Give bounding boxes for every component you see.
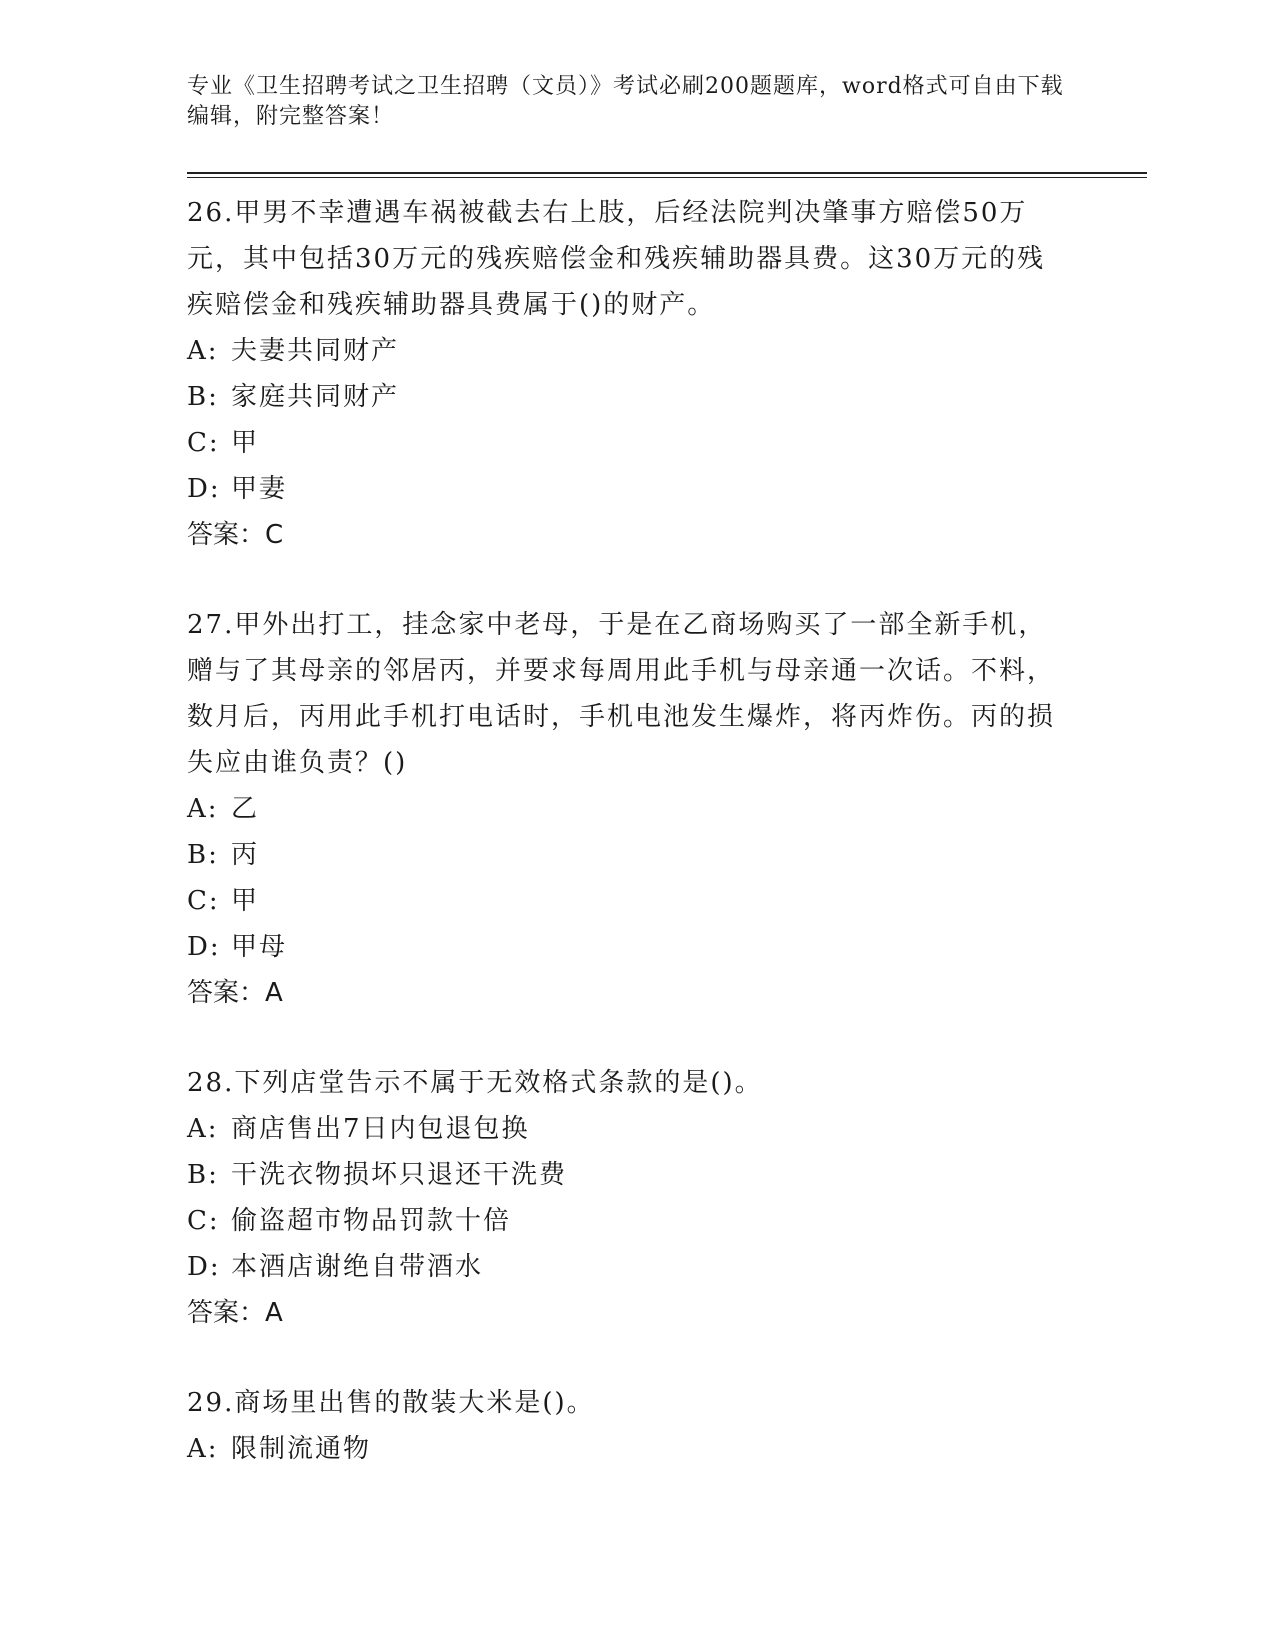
option-text: 夫妻共同财产 [231,336,400,366]
question-stem: 26.甲男不幸遭遇车祸被截去右上肢，后经法院判决肇事方赔偿50万元，其中包括30万元的残疾赔偿金和残疾辅助器具费。这30万元的残疾赔偿金和残疾辅助器具费属于()的财产。 [187,198,1046,320]
option-label: B: [187,382,219,412]
option-text: 甲妻 [231,474,288,504]
option-a [187,786,1147,832]
option-c [187,1198,1147,1244]
answer-line: 答案：A [187,978,283,1008]
option-text: 甲 [231,428,260,458]
option-text: 商店售出7日内包退包换 [231,1114,530,1144]
option-label: D: [187,1252,221,1282]
option-b [187,1152,1147,1198]
question-stem: 29.商场里出售的散装大米是()。 [187,1388,595,1418]
option-d [187,1244,1147,1290]
option-text: 乙 [231,794,260,824]
option-label: D: [187,474,221,504]
option-label: B: [187,840,219,870]
option-label: A: [187,336,219,366]
option-label: A: [187,794,219,824]
option-d [187,924,1147,970]
question-stem: 27.甲外出打工，挂念家中老母，于是在乙商场购买了一部全新手机，赠与了其母亲的邻居丙，并要求每周用此手机与母亲通一次话。不料，数月后，丙用此手机打电话时，手机电池发生爆炸，将丙炸伤。丙的损失应由谁负责？() [187,610,1056,778]
option-text: 本酒店谢绝自带酒水 [231,1252,484,1282]
option-a [187,1426,1147,1472]
option-label: C: [187,1206,220,1236]
option-text: 丙 [231,840,260,870]
option-d [187,466,1147,512]
option-label: C: [187,428,220,458]
option-text: 干洗衣物损坏只退还干洗费 [231,1160,568,1190]
option-label: D: [187,932,221,962]
question-block [187,190,1147,558]
question-block [187,602,1147,1016]
question-block [187,1380,1147,1472]
header-divider [187,172,1147,178]
option-text: 甲 [231,886,260,916]
option-text: 限制流通物 [231,1434,372,1464]
option-text: 家庭共同财产 [231,382,400,412]
option-text: 偷盗超市物品罚款十倍 [231,1206,512,1236]
option-a [187,328,1147,374]
option-label: B: [187,1160,219,1190]
option-label: A: [187,1114,219,1144]
option-a [187,1106,1147,1152]
option-b [187,832,1147,878]
option-c [187,420,1147,466]
question-stem: 28.下列店堂告示不属于无效格式条款的是()。 [187,1068,763,1098]
option-c [187,878,1147,924]
option-label: C: [187,886,220,916]
option-label: A: [187,1434,219,1464]
question-block [187,1060,1147,1336]
option-text: 甲母 [231,932,288,962]
answer-line: 答案：A [187,1298,283,1328]
option-b [187,374,1147,420]
answer-line: 答案：C [187,520,284,550]
document-header: 专业《卫生招聘考试之卫生招聘（文员）》考试必刷200题题库，word格式可自由下载编辑，附完整答案！ [187,74,1064,129]
document-page [187,72,1147,1472]
